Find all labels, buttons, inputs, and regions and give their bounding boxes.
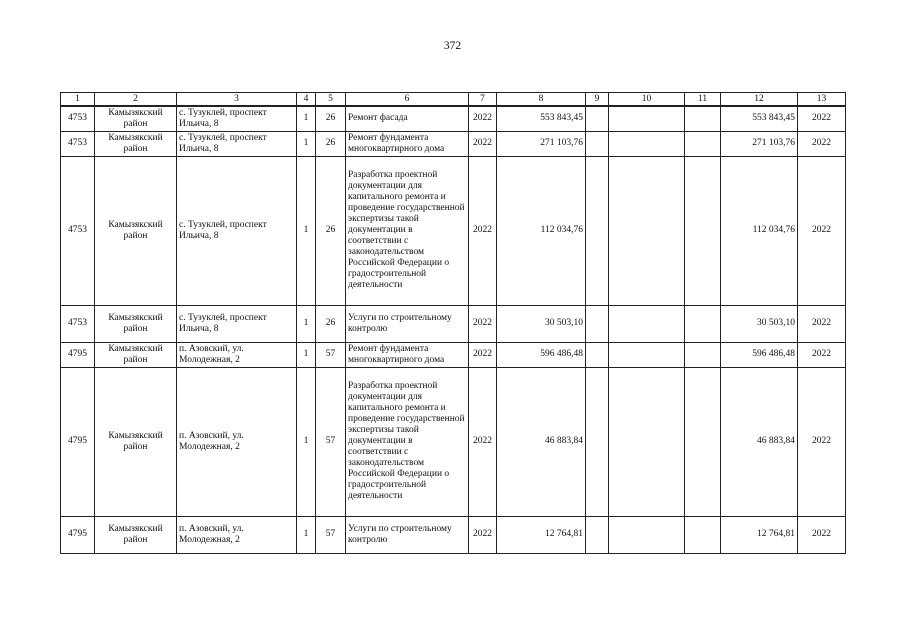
work-type-cell: Ремонт фундамента многоквартирного дома	[346, 131, 469, 156]
col13-year-cell: 2022	[798, 106, 846, 131]
district-cell: Камызякский район	[95, 342, 177, 367]
year-cell: 2022	[469, 131, 497, 156]
table-row	[61, 367, 846, 516]
col10-cell	[609, 305, 685, 342]
column-header: 3	[177, 93, 297, 107]
total-cost-cell: 30 503,10	[497, 305, 586, 342]
col10-cell	[609, 342, 685, 367]
column-header: 12	[721, 93, 798, 107]
address-cell: с. Тузуклей, проспект Ильича, 8	[177, 305, 297, 342]
col4-cell: 1	[297, 367, 316, 516]
row-id-cell: 4795	[61, 516, 95, 553]
col5-cell: 26	[316, 131, 346, 156]
column-header: 4	[297, 93, 316, 107]
row-id-cell: 4753	[61, 106, 95, 131]
year-cell: 2022	[469, 367, 497, 516]
work-type-cell: Ремонт фундамента многоквартирного дома	[346, 342, 469, 367]
col13-year-cell: 2022	[798, 342, 846, 367]
col11-cell	[685, 342, 721, 367]
row-id-cell: 4795	[61, 342, 95, 367]
column-header: 6	[346, 93, 469, 107]
col9-cell	[586, 342, 609, 367]
column-header: 7	[469, 93, 497, 107]
col5-cell: 26	[316, 106, 346, 131]
year-cell: 2022	[469, 305, 497, 342]
col12-cost-cell: 112 034,76	[721, 156, 798, 305]
row-id-cell: 4753	[61, 131, 95, 156]
district-cell: Камызякский район	[95, 367, 177, 516]
column-header: 13	[798, 93, 846, 107]
work-type-cell: Разработка проектной документации для капитального ремонта и проведение государственной экспертизы такой документации в соответствии с законодательством Российской Федерации о градостроительной деятельности	[346, 156, 469, 305]
total-cost-cell: 553 843,45	[497, 106, 586, 131]
col9-cell	[586, 516, 609, 553]
col5-cell: 57	[316, 367, 346, 516]
col4-cell: 1	[297, 131, 316, 156]
address-cell: с. Тузуклей, проспект Ильича, 8	[177, 131, 297, 156]
col11-cell	[685, 516, 721, 553]
column-header: 11	[685, 93, 721, 107]
col10-cell	[609, 367, 685, 516]
address-cell: с. Тузуклей, проспект Ильича, 8	[177, 106, 297, 131]
column-header: 9	[586, 93, 609, 107]
district-cell: Камызякский район	[95, 305, 177, 342]
col10-cell	[609, 156, 685, 305]
col10-cell	[609, 516, 685, 553]
work-type-cell: Ремонт фасада	[346, 106, 469, 131]
col4-cell: 1	[297, 516, 316, 553]
district-cell: Камызякский район	[95, 156, 177, 305]
col11-cell	[685, 106, 721, 131]
column-header: 1	[61, 93, 95, 107]
district-cell: Камызякский район	[95, 516, 177, 553]
col5-cell: 57	[316, 516, 346, 553]
work-type-cell: Услуги по строительному контролю	[346, 516, 469, 553]
col4-cell: 1	[297, 106, 316, 131]
total-cost-cell: 596 486,48	[497, 342, 586, 367]
table-row	[61, 342, 846, 367]
total-cost-cell: 271 103,76	[497, 131, 586, 156]
col4-cell: 1	[297, 156, 316, 305]
col10-cell	[609, 131, 685, 156]
total-cost-cell: 112 034,76	[497, 156, 586, 305]
address-cell: п. Азовский, ул. Молодежная, 2	[177, 367, 297, 516]
column-header: 5	[316, 93, 346, 107]
table-row	[61, 305, 846, 342]
column-header: 10	[609, 93, 685, 107]
table-header-row	[61, 93, 846, 107]
col12-cost-cell: 46 883,84	[721, 367, 798, 516]
district-cell: Камызякский район	[95, 106, 177, 131]
page-number: 372	[443, 40, 462, 52]
address-cell: п. Азовский, ул. Молодежная, 2	[177, 342, 297, 367]
table-row	[61, 131, 846, 156]
table-row	[61, 516, 846, 553]
work-type-cell: Услуги по строительному контролю	[346, 305, 469, 342]
year-cell: 2022	[469, 516, 497, 553]
col9-cell	[586, 131, 609, 156]
col12-cost-cell: 271 103,76	[721, 131, 798, 156]
col12-cost-cell: 12 764,81	[721, 516, 798, 553]
col13-year-cell: 2022	[798, 156, 846, 305]
total-cost-cell: 46 883,84	[497, 367, 586, 516]
total-cost-cell: 12 764,81	[497, 516, 586, 553]
col13-year-cell: 2022	[798, 305, 846, 342]
row-id-cell: 4753	[61, 156, 95, 305]
col10-cell	[609, 106, 685, 131]
col12-cost-cell: 30 503,10	[721, 305, 798, 342]
col12-cost-cell: 553 843,45	[721, 106, 798, 131]
work-type-cell: Разработка проектной документации для капитального ремонта и проведение государственной экспертизы такой документации в соответствии с законодательством Российской Федерации о градостроительной деятельности	[346, 367, 469, 516]
col5-cell: 26	[316, 305, 346, 342]
address-cell: п. Азовский, ул. Молодежная, 2	[177, 516, 297, 553]
repair-registry-table	[60, 92, 846, 554]
col5-cell: 26	[316, 156, 346, 305]
col9-cell	[586, 305, 609, 342]
col11-cell	[685, 131, 721, 156]
col13-year-cell: 2022	[798, 516, 846, 553]
col9-cell	[586, 367, 609, 516]
col11-cell	[685, 156, 721, 305]
row-id-cell: 4753	[61, 305, 95, 342]
district-cell: Камызякский район	[95, 131, 177, 156]
col12-cost-cell: 596 486,48	[721, 342, 798, 367]
col4-cell: 1	[297, 342, 316, 367]
year-cell: 2022	[469, 106, 497, 131]
year-cell: 2022	[469, 342, 497, 367]
col9-cell	[586, 156, 609, 305]
col4-cell: 1	[297, 305, 316, 342]
col13-year-cell: 2022	[798, 131, 846, 156]
col11-cell	[685, 367, 721, 516]
col5-cell: 57	[316, 342, 346, 367]
table-row	[61, 156, 846, 305]
col9-cell	[586, 106, 609, 131]
row-id-cell: 4795	[61, 367, 95, 516]
table-row	[61, 106, 846, 131]
column-header: 2	[95, 93, 177, 107]
col13-year-cell: 2022	[798, 367, 846, 516]
col11-cell	[685, 305, 721, 342]
address-cell: с. Тузуклей, проспект Ильича, 8	[177, 156, 297, 305]
column-header: 8	[497, 93, 586, 107]
year-cell: 2022	[469, 156, 497, 305]
